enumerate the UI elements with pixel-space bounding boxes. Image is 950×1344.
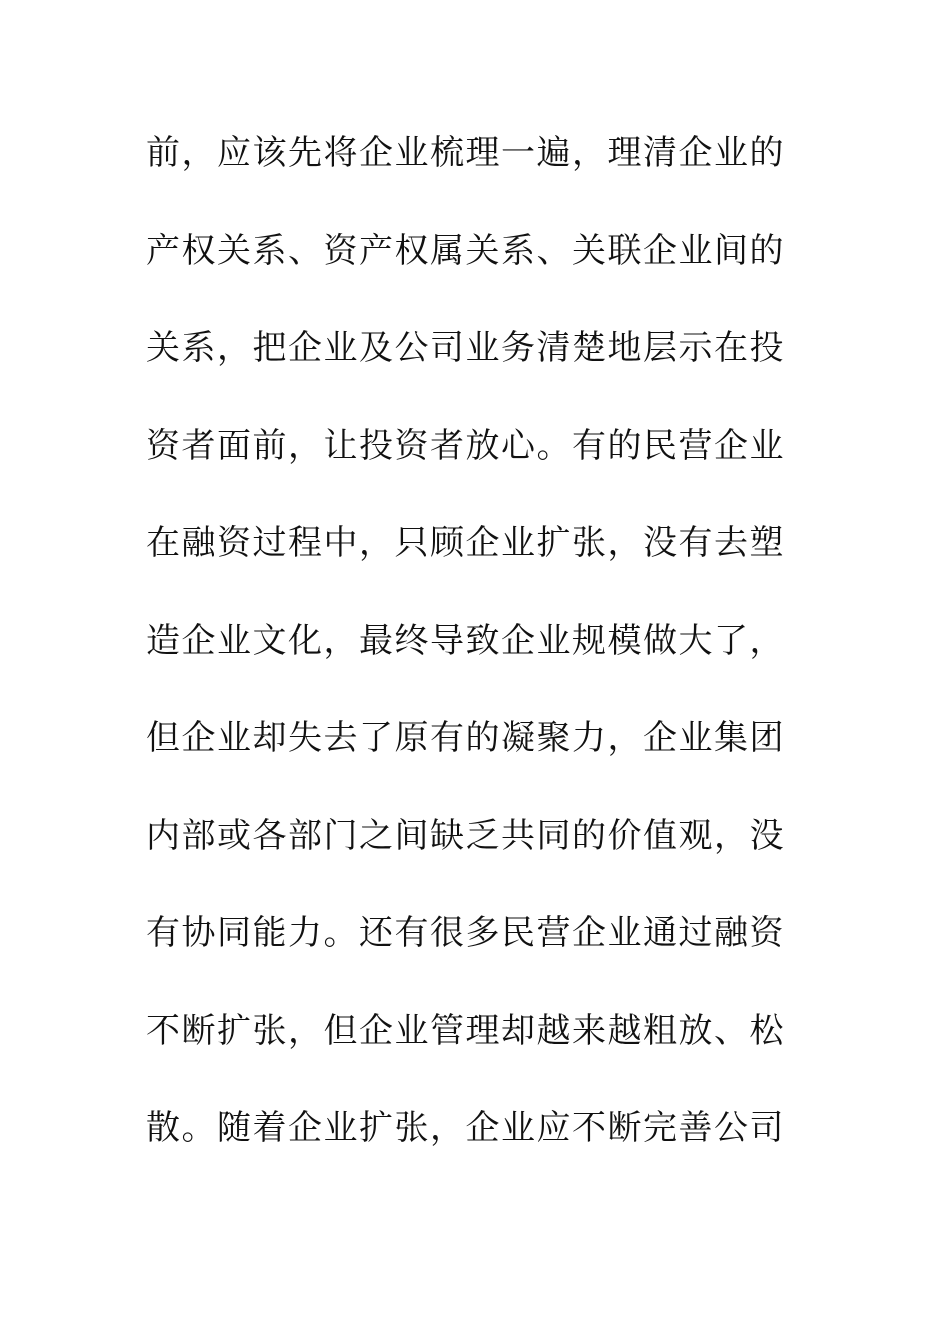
text-line: 关系，把企业及公司业务清楚地层示在投 [146,328,785,368]
text-line: 前，应该先将企业梳理一遍，理清企业的 [146,133,785,173]
text-line: 在融资过程中，只顾企业扩张，没有去塑 [146,523,785,563]
text-line: 内部或各部门之间缺乏共同的价值观，没 [146,815,785,856]
text-line: 资者面前，让投资者放心。有的民营企业 [146,425,785,466]
text-line: 但企业却失去了原有的凝聚力，企业集团 [146,718,785,758]
text-line: 产权关系、资产权属关系、关联企业间的 [146,230,785,271]
text-line: 散。随着企业扩张，企业应不断完善公司 [146,1108,785,1148]
body-text [146,123,786,1196]
text-line: 有协同能力。还有很多民营企业通过融资 [146,913,785,953]
text-line: 不断扩张，但企业管理却越来越粗放、松 [146,1010,785,1051]
text-line: 造企业文化，最终导致企业规模做大了， [146,620,785,661]
